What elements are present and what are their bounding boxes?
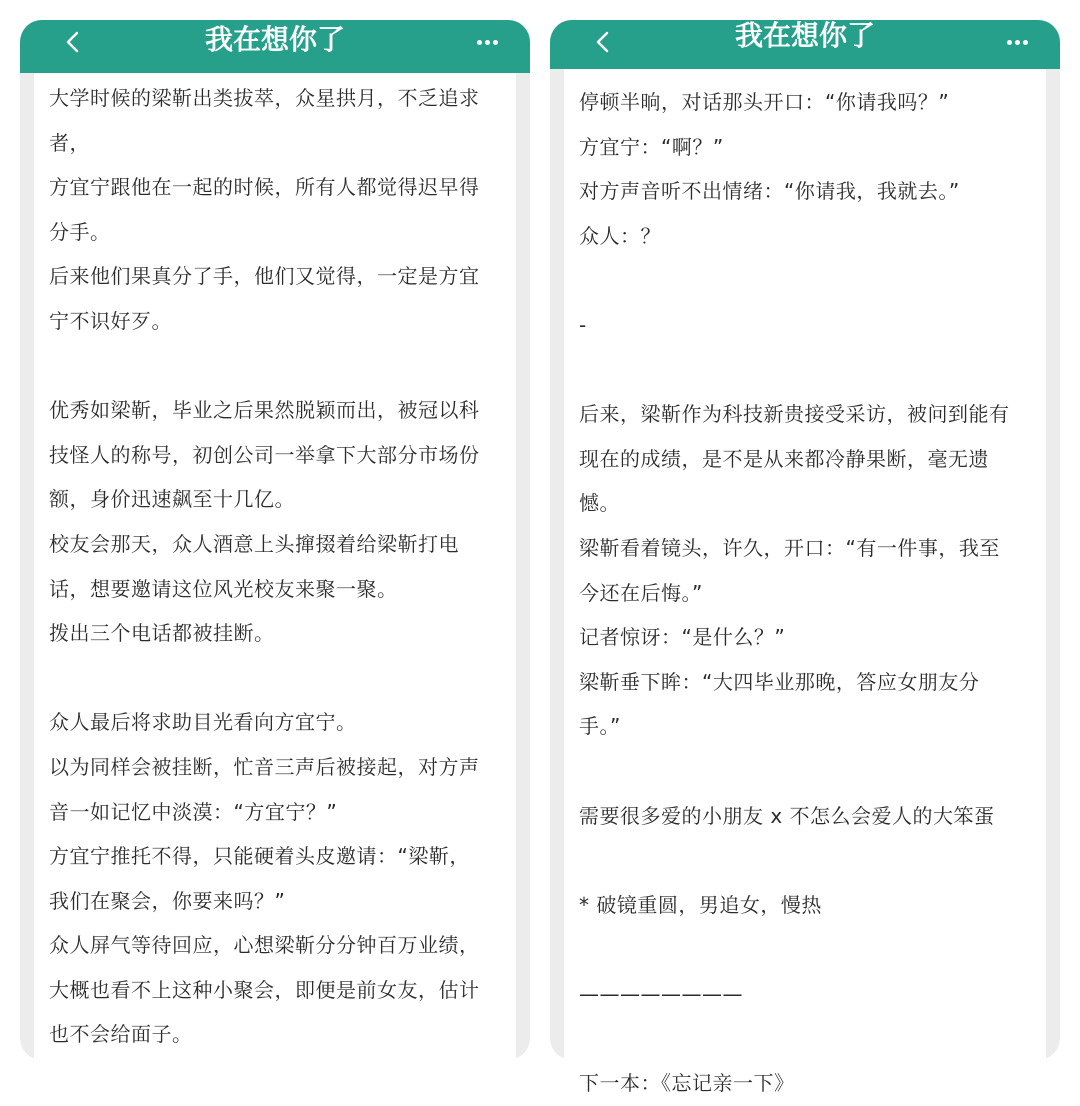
- text-line: 众人最后将求助目光看向方宜宁。: [49, 710, 357, 735]
- text-line: 停顿半晌，对话那头开口：“你请我吗？”: [579, 90, 950, 114]
- header-bar: [550, 20, 1060, 69]
- text-line: 众人屏气等待回应，心想梁靳分分钟百万业绩，: [49, 933, 480, 958]
- more-dots-icon: [1007, 40, 1012, 45]
- right-reader-panel: [550, 19, 1060, 1096]
- text-line: 现在的成绩，是不是从来都冷静果断，毫无遗: [579, 446, 989, 471]
- text-lines: [49, 76, 502, 1057]
- text-line: 大学时候的梁靳出类拔萃，众星拱月，不乏追求: [49, 86, 480, 110]
- text-line: 者，: [49, 130, 90, 155]
- text-line: 需要很多爱的小朋友 x 不怎么会爱人的大笨蛋: [579, 803, 995, 828]
- text-line: [579, 1016, 1032, 1061]
- more-dots-icon: [477, 40, 482, 45]
- text-line: [579, 838, 1032, 883]
- text-line: [579, 258, 1032, 303]
- text-line: 大概也看不上这种小聚会，即便是前女友，估计: [49, 977, 480, 1002]
- text-line: [579, 927, 1032, 972]
- text-content-area[interactable]: [34, 73, 516, 1060]
- text-line: 校友会那天，众人酒意上头撺掇着给梁靳打电: [49, 531, 459, 556]
- text-line: 记者惊讶：“是什么？”: [579, 625, 786, 650]
- text-line: 拨出三个电话都被挂断。: [49, 621, 275, 646]
- text-line: 手。”: [579, 714, 621, 739]
- text-line: 今还在后悔。”: [579, 580, 703, 605]
- text-line: [49, 344, 502, 389]
- text-line: 后来他们果真分了手，他们又觉得，一定是方宜: [49, 264, 480, 289]
- left-reader-panel: [20, 20, 530, 1060]
- text-line: 对方声音听不出情绪：“你请我，我就去。”: [579, 179, 960, 204]
- header-bar: [20, 20, 530, 73]
- page-title: 我在想你了: [734, 19, 875, 52]
- text-line: 方宜宁跟他在一起的时候，所有人都觉得迟早得: [49, 175, 480, 200]
- text-line: [579, 749, 1032, 794]
- text-line: 梁靳垂下眸：“大四毕业那晚，答应女朋友分: [579, 669, 980, 694]
- text-line: [49, 656, 502, 701]
- text-line: 技怪人的称号，初创公司一举拿下大部分市场份: [49, 442, 480, 467]
- text-line: 音一如记忆中淡漠：“方宜宁？”: [49, 799, 338, 824]
- text-line: [579, 348, 1032, 393]
- text-line: 我们在聚会，你要来吗？”: [49, 888, 286, 913]
- text-line: 后来，梁靳作为科技新贵接受采访，被问到能有: [579, 402, 1010, 427]
- text-line: ————————: [579, 981, 743, 1006]
- text-line: 方宜宁推托不得，只能硬着头皮邀请：“梁靳，: [49, 844, 470, 869]
- text-line: -: [579, 312, 587, 337]
- more-button[interactable]: [1000, 25, 1034, 59]
- text-line: 额，身价迅速飙至十几亿。: [49, 487, 295, 512]
- text-line: 以为同样会被挂断，忙音三声后被接起，对方声: [49, 754, 480, 779]
- text-line: 分手。: [49, 219, 111, 244]
- text-line: 也不会给面子。: [49, 1022, 193, 1047]
- more-button[interactable]: [470, 25, 504, 59]
- text-line: 憾。: [579, 491, 620, 516]
- text-line: 梁靳看着镜头，许久，开口：“有一件事，我至: [579, 535, 1000, 560]
- page-title: 我在想你了: [204, 23, 345, 56]
- text-line: * 破镜重圆，男追女，慢热: [579, 892, 822, 917]
- text-line: 下一本：《忘记亲一下》: [579, 1071, 795, 1096]
- text-lines: [579, 80, 1032, 1106]
- text-content-area[interactable]: [564, 69, 1046, 1096]
- text-line: 优秀如梁靳，毕业之后果然脱颖而出，被冠以科: [49, 398, 480, 423]
- text-line: 话，想要邀请这位风光校友来聚一聚。: [49, 576, 398, 601]
- text-line: 众人：？: [579, 223, 661, 248]
- text-line: 方宜宁：“啊？”: [579, 134, 724, 159]
- text-line: 宁不识好歹。: [49, 308, 172, 333]
